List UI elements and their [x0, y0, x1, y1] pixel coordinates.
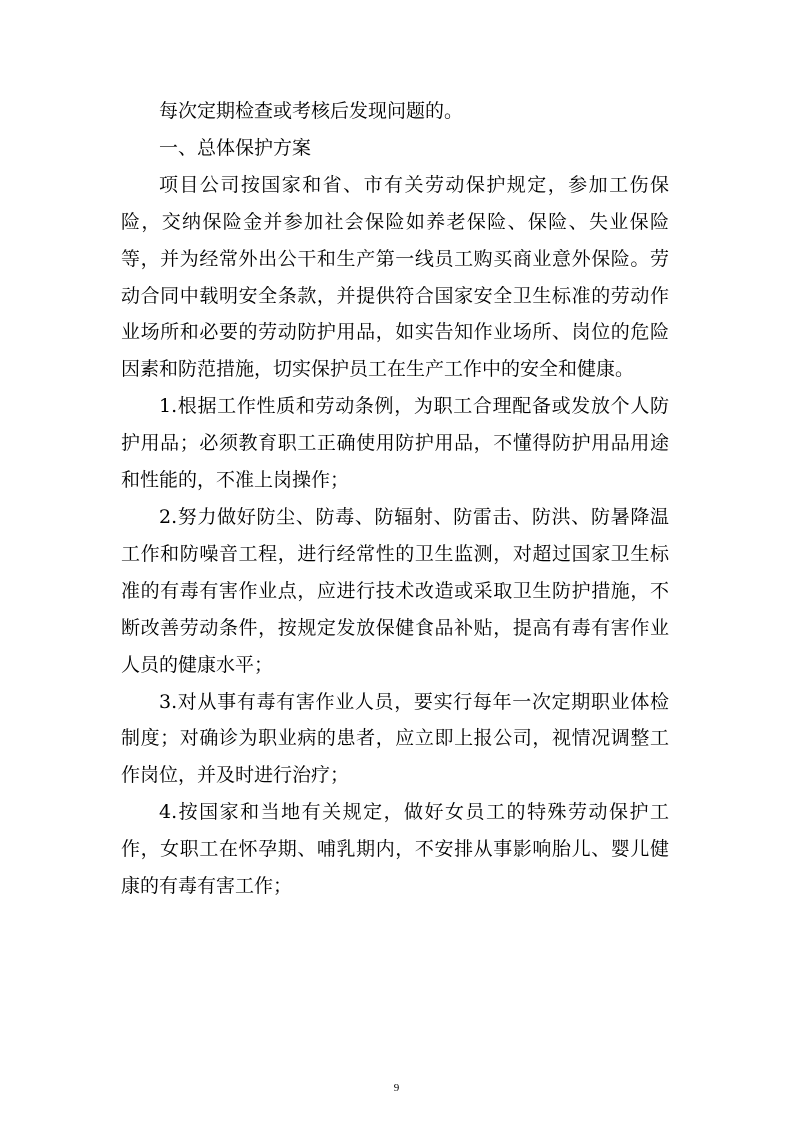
list-item-1: 1.根据工作性质和劳动条例，为职工合理配备或发放个人防护用品；必须教育职工正确使用防护用品，不懂得防护用品用途和性能的，不准上岗操作； [121, 395, 669, 492]
document-body [121, 93, 669, 905]
list-item-4: 4.按国家和当地有关规定，做好女员工的特殊劳动保护工作，女职工在怀孕期、哺乳期内，不安排从事影响胎儿、婴儿健康的有毒有害工作； [121, 801, 669, 898]
page-number: 9 [393, 1082, 400, 1094]
list-item-2: 2.努力做好防尘、防毒、防辐射、防雷击、防洪、防暑降温工作和防噪音工程，进行经常性的卫生监测，对超过国家卫生标准的有毒有害作业点，应进行技术改造或采取卫生防护措施，不断改善劳动条件，按规定发放保健食品补贴，提高有毒有害作业人员的健康水平； [121, 505, 669, 676]
paragraph-continuation: 每次定期检查或考核后发现问题的。 [159, 100, 464, 122]
section-heading: 一、总体保护方案 [159, 136, 312, 159]
paragraph-overview: 项目公司按国家和省、市有关劳动保护规定，参加工伤保险，交纳保险金并参加社会保险如养老保险、保险、失业保险等，并为经常外出公干和生产第一线员工购买商业意外保险。劳动合同中载明安全条款，并提供符合国家安全卫生标准的劳动作业场所和必要的劳动防护用品，如实告知作业场所、岗位的危险因素和防范措施，切实保护员工在生产工作中的安全和健康。 [121, 173, 669, 381]
list-item-3: 3.对从事有毒有害作业人员，要实行每年一次定期职业体检制度；对确诊为职业病的患者，应立即上报公司，视情况调整工作岗位，并及时进行治疗； [121, 690, 669, 787]
